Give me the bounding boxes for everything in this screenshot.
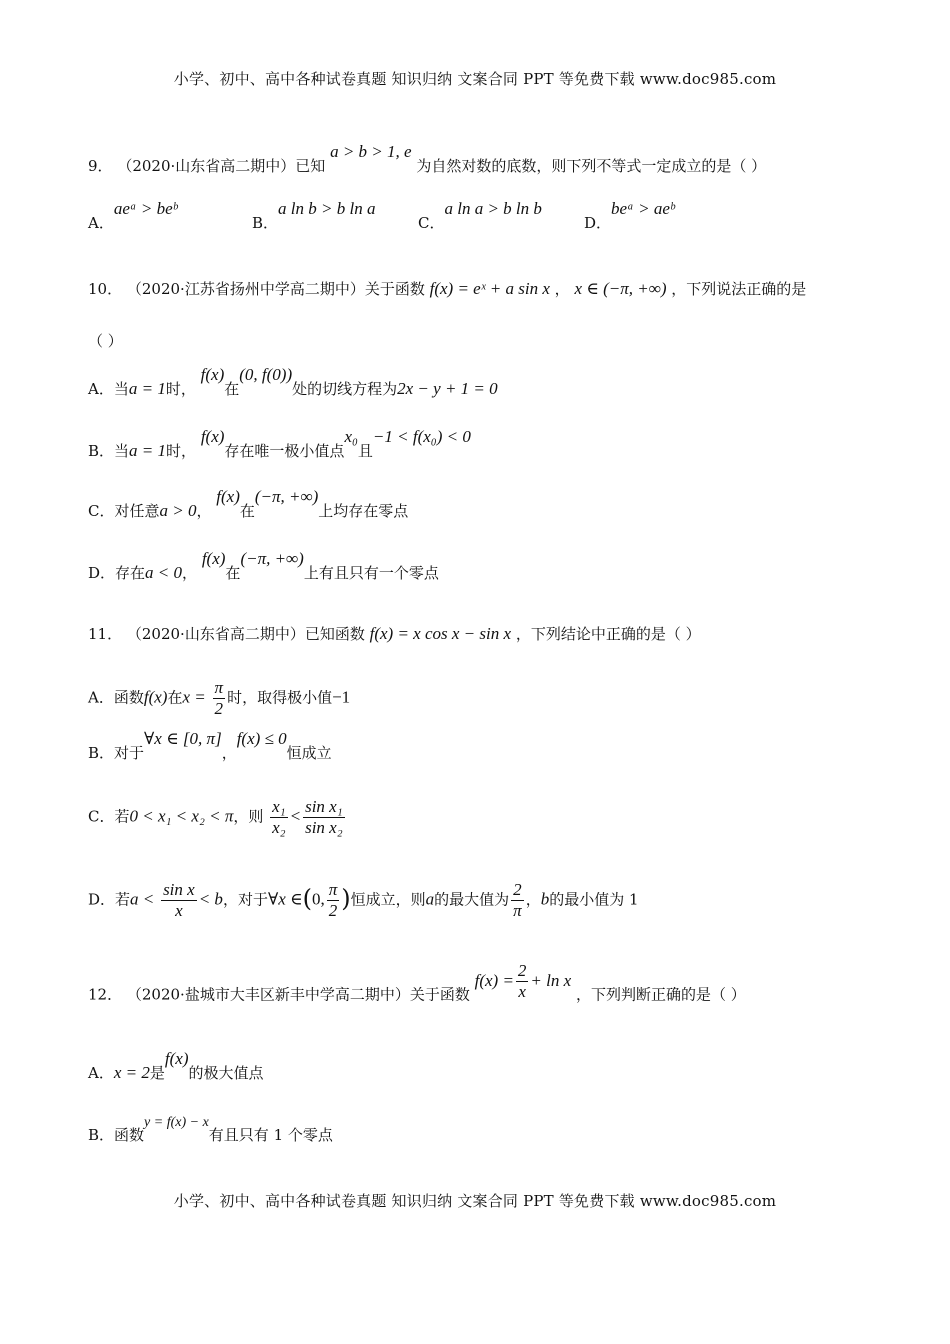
- question-10: 10． （2020·江苏省扬州中学高二期中）关于函数 f(x) = eˣ + a sin x ， x ∈ (−π, +∞) ，下列说法正确的是: [88, 279, 807, 298]
- option-math: beᵃ > aeᵇ: [611, 199, 675, 218]
- fraction-pi-over-2: $\frac{\pi}{2}$: [214, 678, 224, 718]
- question-text: ，下列说法正确的是: [671, 280, 807, 298]
- q10-option-d: D．存在a < 0， f(x)在(−π, +∞)上有且只有一个零点: [88, 549, 439, 582]
- q9-option-d: D．beᵃ > aeᵇ: [584, 199, 675, 232]
- question-source: （2020·盐城市大丰区新丰中学高二期中）关于函数: [126, 985, 470, 1004]
- q11-option-a: A．函数f(x)在x = $\frac{\pi}{2}$ 时，取得极小值−1: [88, 678, 351, 718]
- q11-option-b: B．对于∀x ∈ [0, π]，f(x) ≤ 0恒成立: [88, 729, 332, 762]
- q11-option-c: C．若0 < x₁ < x₂ < π，则 $\frac{\text{x₁}}{\text{x₂}}$ < $\frac{\text{sin x₁}}{\text{sin x₂}}$: [88, 797, 343, 837]
- question-number: 10．: [88, 280, 123, 298]
- q10-option-b: B．当a = 1时， f(x)存在唯一极小值点x₀且−1 < f(x₀) < 0: [88, 427, 471, 460]
- question-number: 9．: [88, 157, 113, 175]
- question-source: （2020·江苏省扬州中学高二期中）关于函数: [126, 280, 425, 298]
- question-number: 11．: [88, 625, 123, 643]
- fraction-2-over-pi: $\frac{2}{\pi}$: [513, 880, 522, 920]
- fraction-2-over-x: $\frac{2}{x}$: [517, 961, 527, 1001]
- q9-option-b: B．a ln b > b ln a: [252, 199, 376, 232]
- fraction-x1-over-x2: $\frac{\text{x₁}}{\text{x₂}}$: [272, 797, 286, 837]
- question-number: 12．: [88, 985, 123, 1004]
- q12-option-b: B．函数y = f(x) − x有且只有 1 个零点: [88, 1115, 333, 1144]
- question-12: 12． （2020·盐城市大丰区新丰中学高二期中）关于函数 f(x) = $\frac{2}{x}$ + ln x ，下列判断正确的是（ ）: [88, 961, 746, 1004]
- math-function: f(x) = x cos x − sin x: [369, 624, 512, 643]
- question-source: （2020·山东省高二期中）已知函数: [126, 625, 365, 643]
- q12-option-a: A．x = 2是f(x)的极大值点: [88, 1049, 264, 1082]
- option-math: a ln b > b ln a: [278, 199, 376, 218]
- page-header: 小学、初中、高中各种试卷真题 知识归纳 文案合同 PPT 等免费下载 www.doc985.com: [173, 70, 777, 88]
- q10-option-a: A．当a = 1时， f(x)在(0, f(0))处的切线方程为2x − y + 1 = 0: [88, 365, 498, 398]
- fraction-sin-ratio: $\frac{\text{sin x₁}}{\text{sin x₂}}$: [305, 797, 343, 837]
- q11-option-d: D．若a < $\frac{\text{sin x}}{x}$ < b，对于∀x ∈(0, $\frac{\pi}{2}$ )恒成立，则a的最大值为 $\frac{2}{\pi}$ ，b的最小值为 1: [88, 880, 639, 920]
- option-math: a ln a > b ln b: [444, 199, 542, 218]
- question-text: 为自然对数的底数，则下列不等式一定成立的是（ ）: [416, 157, 767, 175]
- fraction-sinx-over-x: $\frac{\text{sin x}}{x}$: [163, 880, 195, 920]
- fraction-pi-over-2: $\frac{\pi}{2}$: [328, 880, 338, 920]
- q10-option-c: C．对任意a > 0， f(x)在(−π, +∞)上均存在零点: [88, 487, 409, 520]
- question-9: [88, 142, 767, 176]
- question-source: （2020·山东省高二期中）已知: [117, 157, 326, 175]
- question-text: ，下列判断正确的是（ ）: [575, 985, 746, 1004]
- math-domain: x ∈ (−π, +∞): [574, 279, 667, 298]
- math-function: f(x) = eˣ + a sin x: [429, 279, 550, 298]
- math-function-lhs: f(x) =: [474, 970, 514, 990]
- question-paren: （ ）: [88, 332, 123, 350]
- q9-option-a: A．aeᵃ > beᵇ: [88, 199, 178, 232]
- question-text: ，下列结论中正确的是（ ）: [515, 625, 701, 643]
- question-11: [88, 623, 701, 644]
- math-condition: a > b > 1, e: [330, 142, 412, 161]
- option-math: aeᵃ > beᵇ: [113, 199, 178, 218]
- page-footer: 小学、初中、高中各种试卷真题 知识归纳 文案合同 PPT 等免费下载 www.doc985.com: [173, 1192, 777, 1210]
- q9-option-c: C．a ln a > b ln b: [418, 199, 542, 232]
